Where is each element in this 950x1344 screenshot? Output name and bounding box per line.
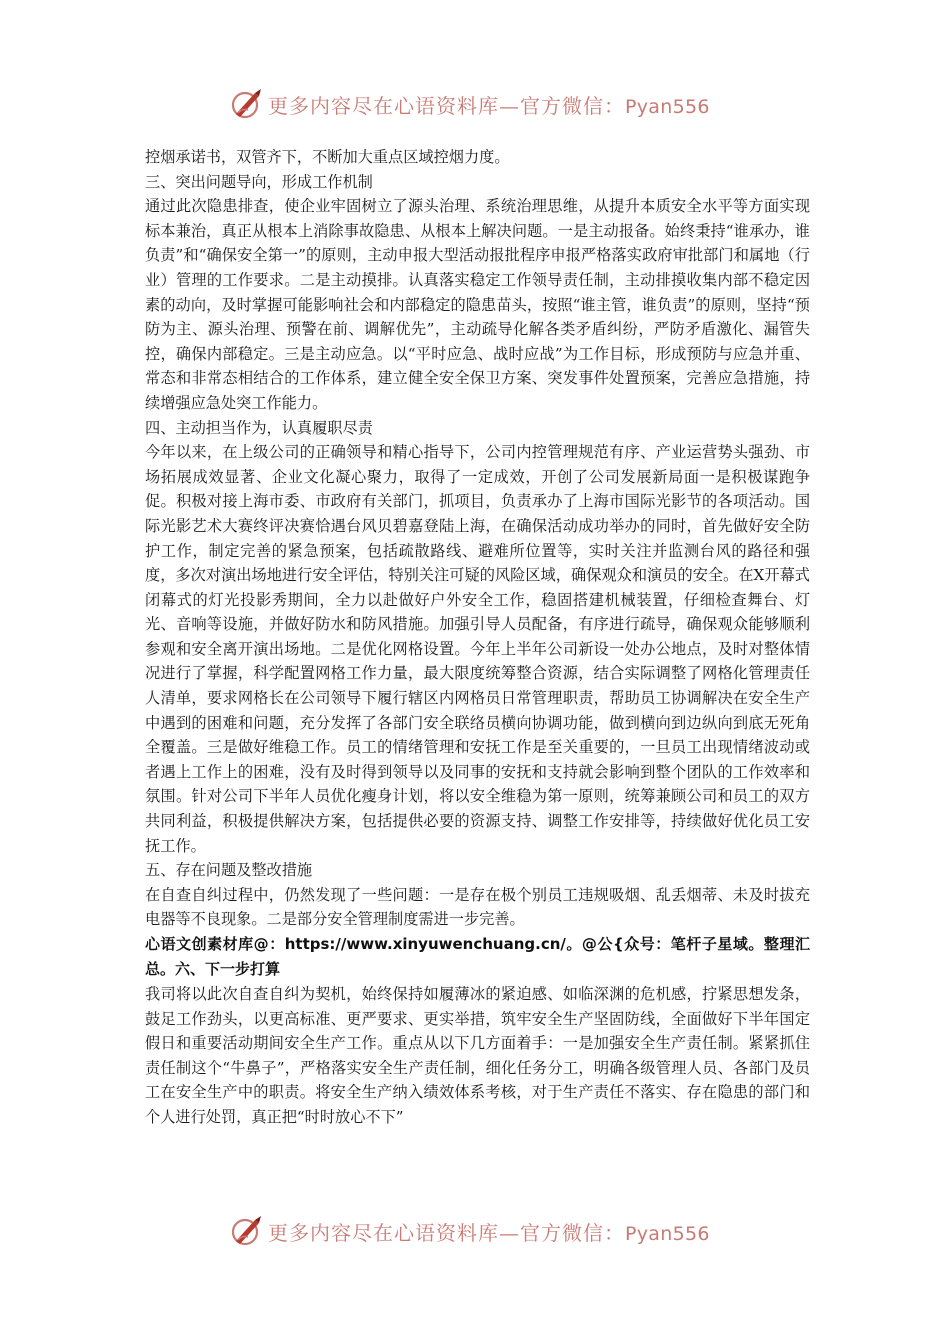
footer-banner (0, 1211, 950, 1251)
document-body (145, 145, 810, 1130)
paragraph: 控烟承诺书，双管齐下，不断加大重点区域控烟力度。 (145, 148, 510, 166)
section-heading: 五、存在问题及整改措施 (145, 861, 313, 880)
banner-text: 更多内容尽在心语资料库—官方微信：Pyan556 (268, 1220, 710, 1245)
header-banner (0, 84, 950, 124)
paragraph: 在自查自纠过程中，仍然发现了一些问题：一是存在极个别员工违规吸烟、乱丢烟蒂、未及时拔充电器等不良现象。二是部分安全管理制度需进一步完善。 (145, 885, 810, 929)
section-heading: 三、突出问题导向，形成工作机制 (145, 172, 373, 191)
pen-nib-logo-icon (228, 1213, 264, 1249)
banner-text: 更多内容尽在心语资料库—官方微信：Pyan556 (268, 93, 710, 118)
wechat-id: Pyan556 (625, 95, 710, 118)
source-note-heading: 心语文创素材库@：https://www.xinyuwenchuang.cn/。@公{众号：笔杆子星域。整理汇总。六、下一步打算 (145, 935, 810, 978)
pen-nib-logo-icon (228, 86, 264, 122)
paragraph: 通过此次隐患排查，使企业牢固树立了源头治理、系统治理思维，从提升本质安全水平等方面实现标本兼治，真正从根本上消除事故隐患、从根本上解决问题。一是主动报备。始终秉持“谁承办，谁负责”和“确保安全第一”的原则，主动申报大型活动报批程序申报严格落实政府审批部门和属地（行业）管理的工作要求。二是主动摸排。认真落实稳定工作领导责任制，主动排摸收集内部不稳定因素的动向，及时掌握可能影响社会和内部稳定的隐患苗头，按照“谁主管，谁负责”的原则，坚持“预防为主、源头治理、预警在前、调解优先”，主动疏导化解各类矛盾纠纷，严防矛盾激化、漏管失控，确保内部稳定。三是主动应急。以“平时应急、战时应战”为工作目标，形成预防与应急并重、常态和非常态相结合的工作体系，建立健全安全保卫方案、突发事件处置预案，完善应急措施，持续增强应急处突工作能力。 (145, 197, 810, 412)
wechat-id: Pyan556 (625, 1222, 710, 1245)
paragraph: 今年以来，在上级公司的正确领导和精心指导下，公司内控管理规范有序、产业运营势头强劲、市场拓展成效显著、企业文化凝心聚力，取得了一定成效，开创了公司发展新局面一是积极谋跑争促。积极对接上海市委、市政府有关部门，抓项目，负责承办了上海市国际光影节的各项活动。国际光影艺术大赛终评决赛恰遇台风贝碧嘉登陆上海，在确保活动成功举办的同时，首先做好安全防护工作，制定完善的紧急预案，包括疏散路线、避难所位置等，实时关注并监测台风的路径和强度，多次对演出场地进行安全评估，特别关注可疑的风险区域，确保观众和演员的安全。在X开幕式闭幕式的灯光投影秀期间，全力以赴做好户外安全工作，稳固搭建机械装置，仔细检查舞台、灯光、音响等设施，并做好防水和防风措施。加强引导人员配备，有序进行疏导，确保观众能够顺利参观和安全离开演出场地。二是优化网格设置。今年上半年公司新设一处办公地点，及时对整体情况进行了掌握，科学配置网格工作力量，最大限度统筹整合资源，结合实际调整了网格化管理责任人清单，要求网格长在公司领导下履行辖区内网格员日常管理职责，帮助员工协调解决在安全生产中遇到的困难和问题，充分发挥了各部门安全联络员横向协调功能，做到横向到边纵向到底无死角全覆盖。三是做好维稳工作。员工的情绪管理和安抚工作是至关重要的，一旦员工出现情绪波动或者遇上工作上的困难，没有及时得到领导以及同事的安抚和支持就会影响到整个团队的工作效率和氛围。针对公司下半年人员优化瘦身计划，将以安全维稳为第一原则，统筹兼顾公司和员工的双方共同利益，积极提供解决方案，包括提供必要的资源支持、调整工作安排等，持续做好优化员工安抚工作。 (145, 443, 810, 855)
section-heading: 四、主动担当作为，认真履职尽责 (145, 418, 373, 437)
paragraph: 我司将以此次自查自纠为契机，始终保持如履薄冰的紧迫感、如临深渊的危机感，拧紧思想发条，鼓足工作劲头，以更高标准、更严要求、更实举措，筑牢安全生产坚固防线，全面做好下半年国定假日和重要活动期间安全生产工作。重点从以下几方面着手：一是加强安全生产责任制。紧紧抓住责任制这个“牛鼻子”，严格落实安全生产责任制，细化任务分工，明确各级管理人员、各部门及员工在安全生产中的职责。将安全生产纳入绩效体系考核，对于生产责任不落实、存在隐患的部门和个人进行处罚，真正把“时时放心不下” (145, 985, 810, 1126)
